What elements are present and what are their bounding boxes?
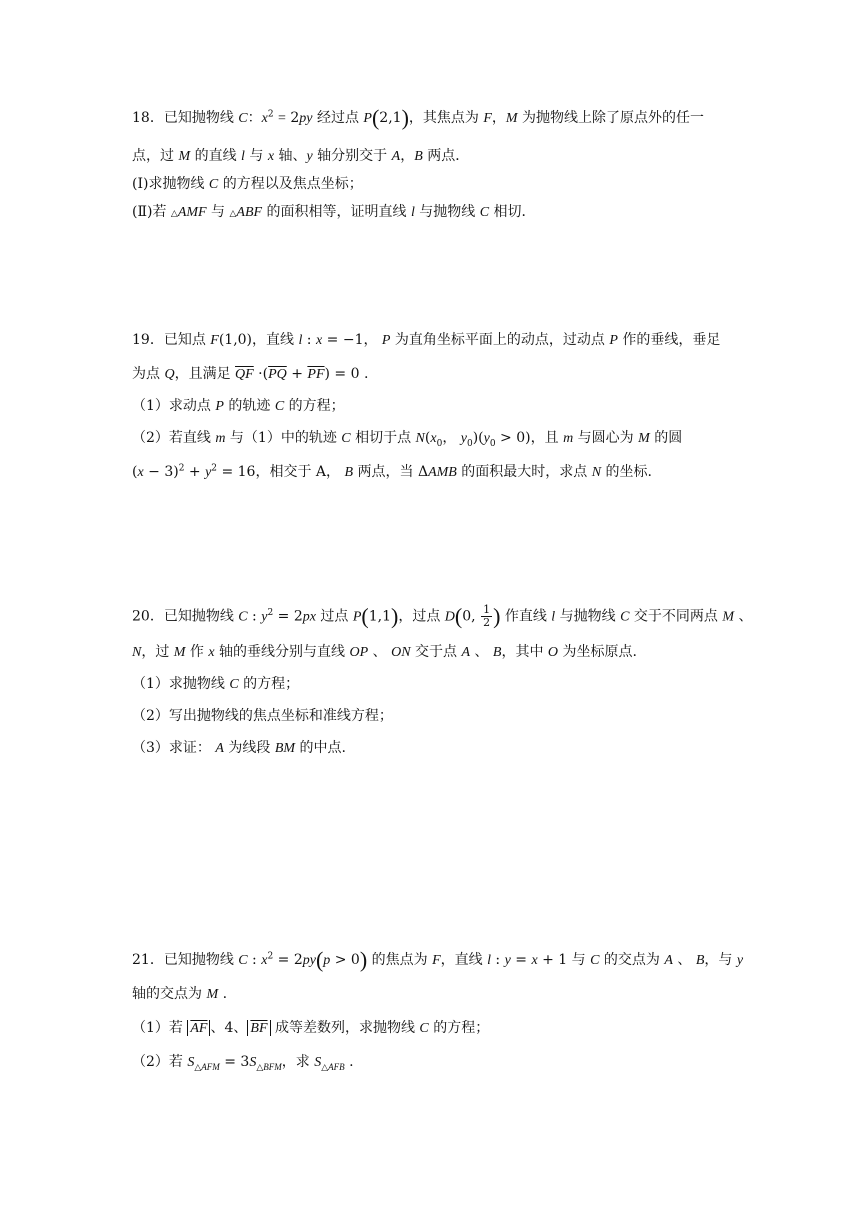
problem-20-line-5: （3）求证： A 为线段 BM 的中点. [132, 740, 346, 756]
problem-18 [132, 105, 732, 222]
problem-19-line-3: （1）求动点 P 的轨迹 C 的方程； [132, 398, 345, 414]
problem-19-line-5: $(x - 3)^2 + y^2 = 16$，相交于 A， B 两点，当 ΔAMB 的面积最大时，求点 N 的坐标. [132, 463, 652, 480]
problem-20-line-2: N，过 M 作 x 轴的垂线分别与直线 OP 、 ON 交于点 A 、 B，其中 O 为坐标原点. [132, 644, 637, 660]
problem-18-line-4: (Ⅱ)若 △AMF 与 △ABF 的面积相等，证明直线 l 与抛物线 C 相切． [132, 204, 536, 220]
problem-21-line-2: 轴的交点为 M . [132, 986, 228, 1002]
problem-19 [132, 330, 732, 482]
problem-20 [132, 603, 753, 758]
problem-21-line-3: （1）若 $\overline{AF}$ 、4、 $\overline{BF}$ 成等差数列，求抛物线 C 的方程； [132, 1020, 490, 1036]
problem-20-line-3: （1）求抛物线 C 的方程； [132, 676, 300, 692]
problem-19-line-1: 19．已知点 F(1,0)，直线 l : x = −1， P 为直角坐标平面上的动点，过动点 P 作的垂线，垂足 [132, 332, 721, 348]
problem-18-line-2: 点，过 M 的直线 l 与 x 轴、y 轴分别交于 A，B 两点． [132, 148, 470, 164]
problem-18-line-3: (Ⅰ)求抛物线 C 的方程以及焦点坐标； [132, 176, 363, 192]
problem-21-line-1: 21．已知抛物线 C : $x^2 = 2py(p > 0)$ 的焦点为 F，直线 l : y = x + 1 与 C 的交点为 A 、 B，与 y [132, 947, 744, 972]
problem-19-line-4: （2）若直线 m 与（1）中的轨迹 C 相切于点 $N(x_0$， $y_0)(y_0 > 0)$，且 m 与圆心为 M 的圆 [132, 430, 683, 449]
problem-20-line-1: 20．已知抛物线 C : $y^2 = 2px$ 过点 P(1,1)，过点 D(0, $\frac{1}{2}$ ) 作直线 l 与抛物线 C 交于不同两点 M 、 [132, 603, 753, 629]
problem-21 [132, 947, 744, 1073]
problem-20-line-4: （2）写出抛物线的焦点坐标和准线方程； [132, 708, 393, 724]
problem-21-line-4: （2）若 $S_{\triangle AFM} = 3S_{\triangle BFM}$，求 $S_{\triangle AFB}$ . [132, 1054, 354, 1073]
problem-19-line-2: 为点 Q，且满足 $\overline{QF} \cdot(\overline{PQ} + \overline{PF}) = 0$ . [132, 366, 369, 382]
problem-18-line-1: 18．已知抛物线 C：$x^2 = 2py$ 经过点 P(2,1)，其焦点为 F，M 为抛物线上除了原点外的任一 [132, 105, 705, 130]
